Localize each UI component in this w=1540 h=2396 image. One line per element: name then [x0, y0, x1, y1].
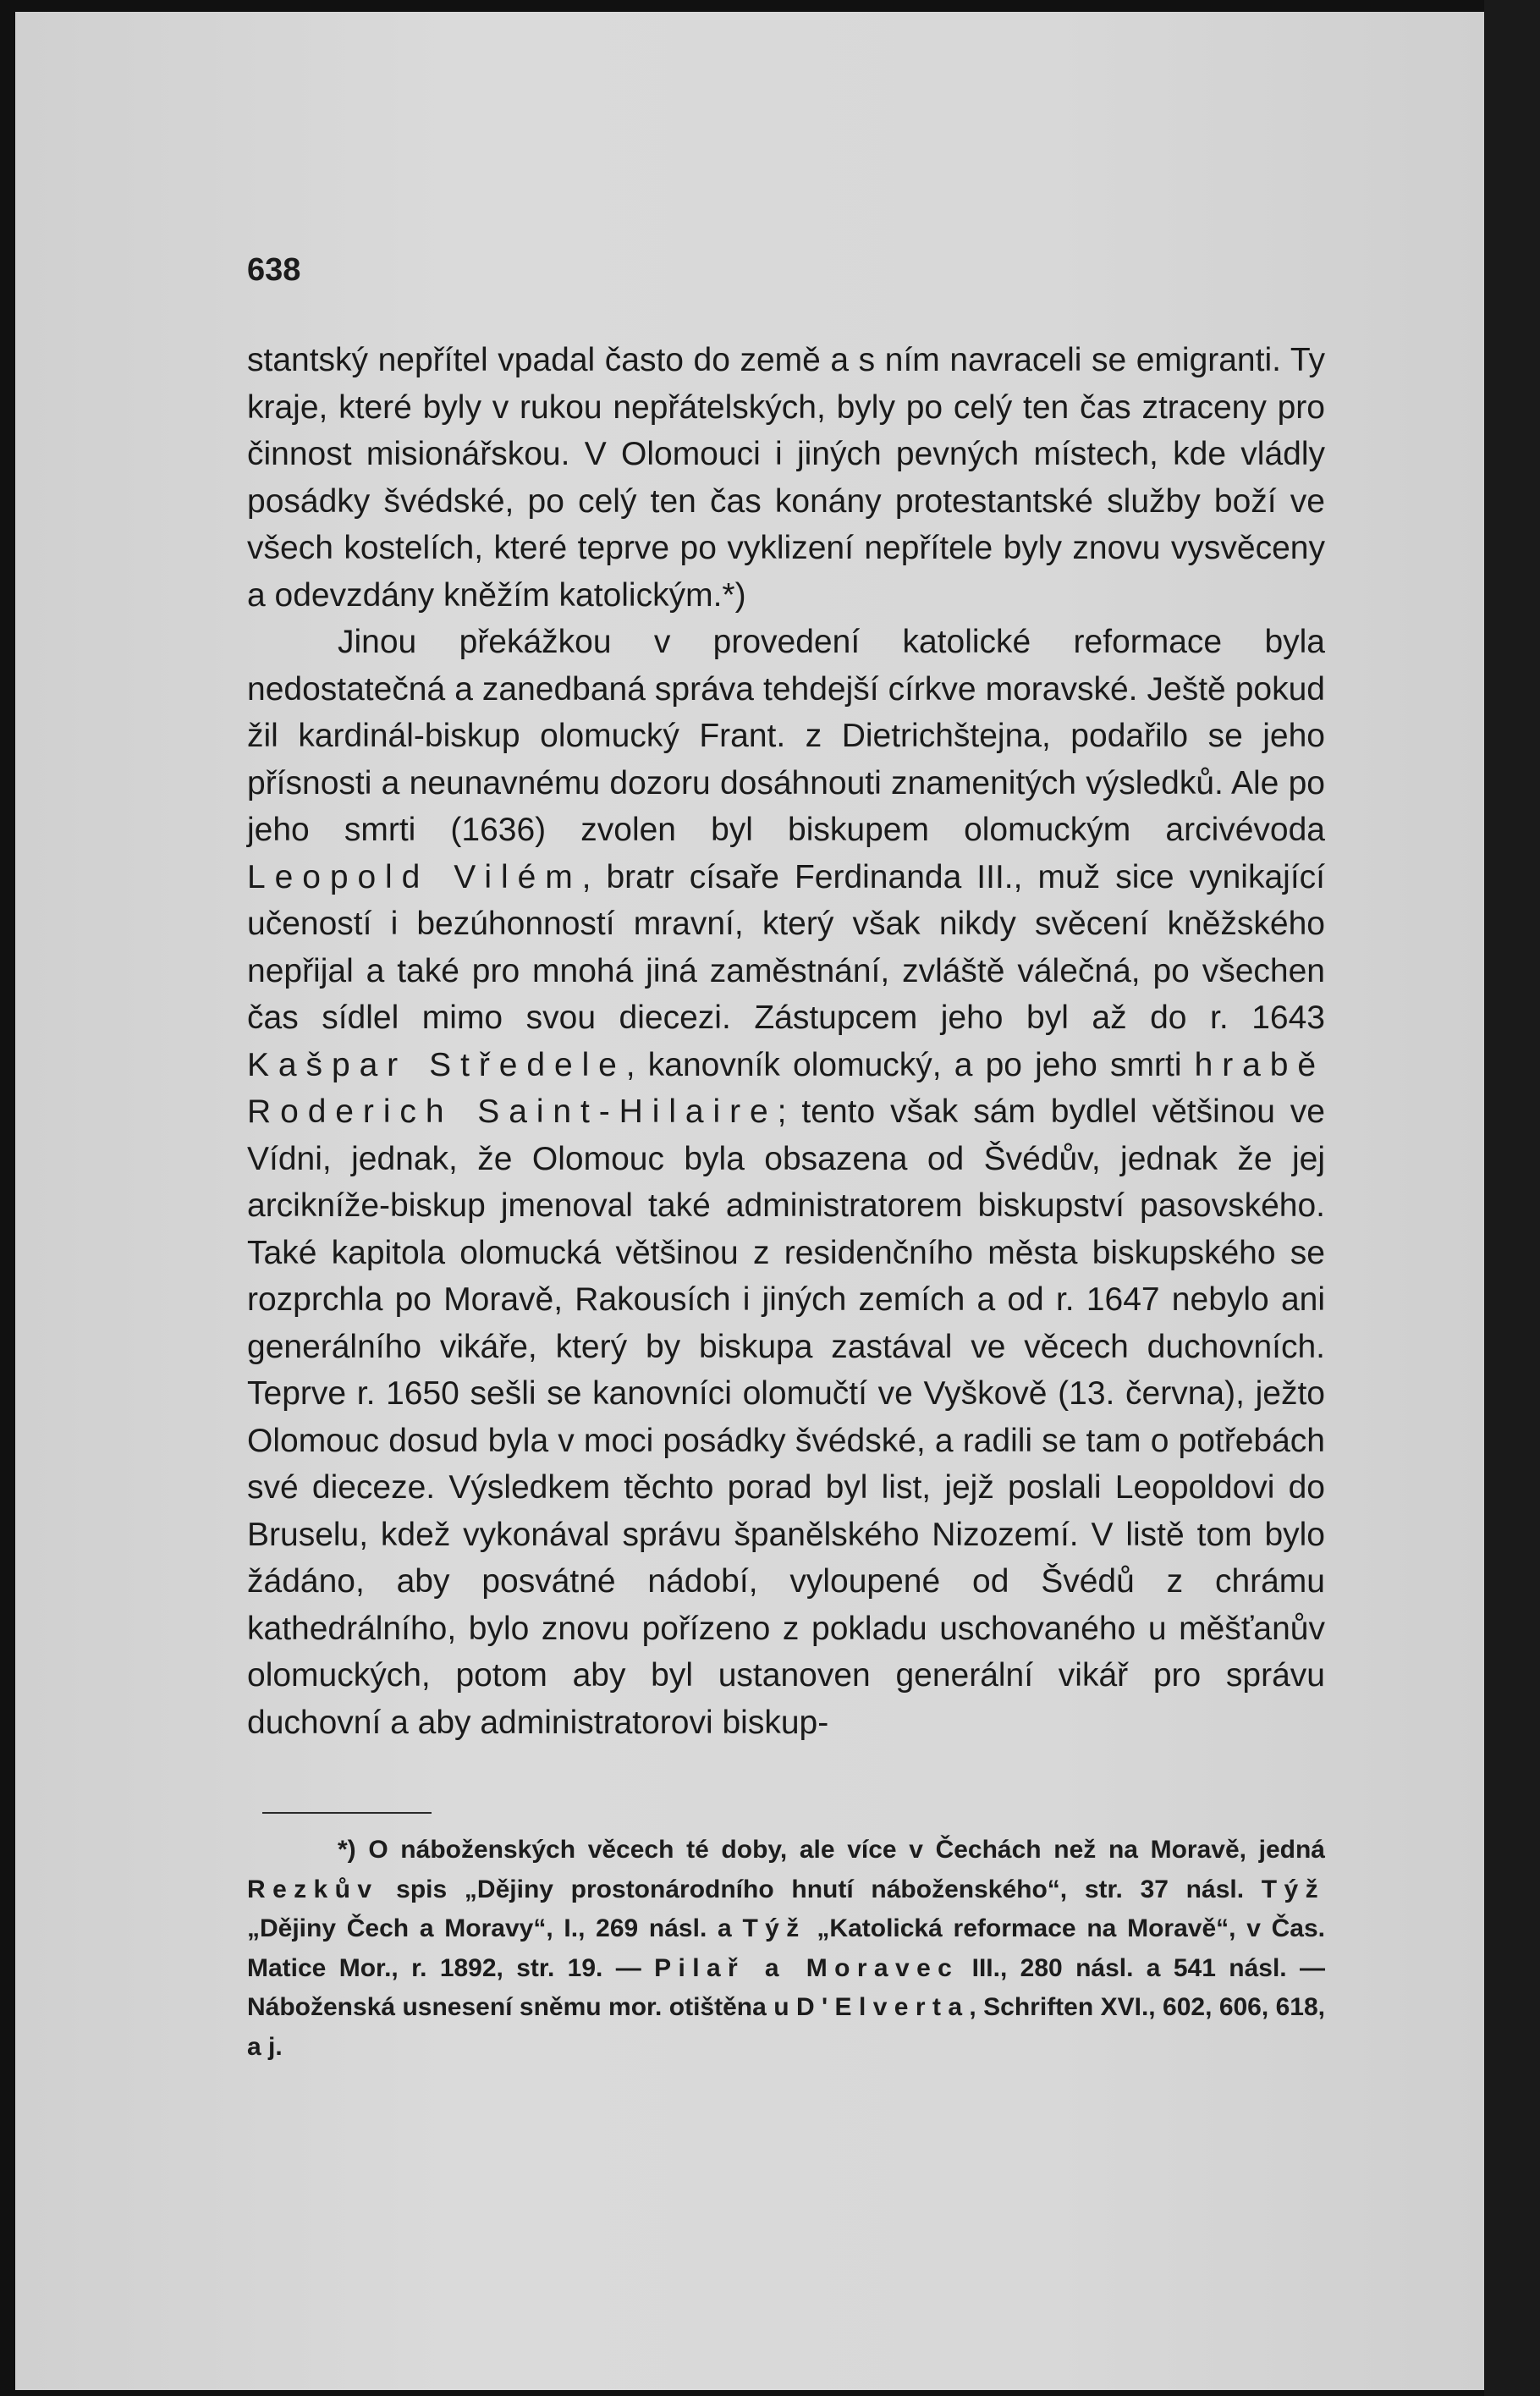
scan-border — [1484, 0, 1540, 2396]
spaced-name: hrabě Roderich Saint-Hilaire — [247, 1046, 1325, 1130]
text-segment: , kanovník olomucký, a po jeho smrti — [625, 1046, 1195, 1083]
footnote-1 — [247, 1831, 1325, 2067]
text-segment: ; tento však sám bydlel většinou ve Vídni, jednak, že Olomouc byla obsazena od Švédův, jednak že jej arcikníže-biskup jmenoval také administratorem biskupství pasovského. Také kapitola olomucká většinou z residenčního města biskupského se rozprchla po Moravě, Rakousích i jiných zemích a od r. 1647 nebylo ani generálního vikáře, který by biskupa zastával ve věcech duchovních. Teprve r. 1650 sešli se kanovníci olomučtí ve Vyškově (13. června), ježto Olomouc dosud byla v moci posádky švédské, a radili se tam o potřebách své dieceze. Výsledkem těchto porad byl list, jejž poslali Leopoldovi do Bruselu, kdež vykonával správu španělského Nizozemí. V listě tom bylo žádáno, aby posvátné nádobí, vyloupené od Švédů z chrámu kathedrálního, bylo znovu pořízeno z pokladu uschovaného u měšťanův olomuckých, potom aby byl ustanoven generální vikář pro správu duchovní a aby administratorovi biskup- — [247, 1093, 1325, 1741]
body-text — [247, 337, 1325, 1746]
footnote-segment: „Dějiny Čech a Moravy“, I., 269 násl. a — [247, 1914, 743, 1942]
spaced-name: Týž — [1261, 1875, 1325, 1903]
paragraph-p1 — [247, 337, 1325, 619]
footnote-divider — [262, 1812, 432, 1814]
footnote-segment: *) O náboženských věcech té doby, ale více v Čechách než na Moravě, jedná — [338, 1836, 1325, 1864]
text-segment: Jinou překážkou v provedení katolické reformace byla nedostatečná a zanedbaná správa tehdejší církve moravské. Ještě pokud žil kardinál-biskup olomucký Frant. z Dietrichštejna, podařilo se jeho přísnosti a neunavnému dozoru dosáhnouti znamenitých výsledků. Ale po jeho smrti (1636) zvolen byl biskupem olomuckým arcivévoda — [247, 624, 1325, 848]
paragraph-p2 — [247, 619, 1325, 1746]
spaced-name: D'Elverta — [795, 1993, 970, 2021]
footnote-segment: , Schriften XVI., 602, 606, 618, a j. — [247, 1993, 1325, 2061]
spaced-name: Kašpar Středele — [247, 1046, 626, 1083]
page-number: 638 — [247, 252, 301, 288]
footnotes — [247, 1831, 1325, 2067]
footnote-segment: spis „Dějiny prostonárodního hnutí náboženského“, str. 37 násl. — [378, 1875, 1262, 1903]
footnote-segment: „Katolická reformace na Moravě“, v Čas. Matice Mor., r. 1892, str. 19. — — [247, 1914, 1325, 1982]
spaced-name: Týž — [742, 1914, 806, 1942]
footnote-segment: III., 280 násl. a 541 násl. — Náboženská usnesení sněmu mor. otištěna u — [247, 1953, 1325, 2021]
spaced-name: Leopold Vilém — [247, 858, 582, 895]
text-segment: stantský nepřítel vpadal často do země a s ním navraceli se emigranti. Ty kraje, které byly v rukou nepřátelských, byly po celý ten čas ztraceny pro činnost misionářskou. V Olomouci i jiných pevných místech, kde vládly posádky švédské, po celý ten čas konány protestantské služby boží ve všech kostelích, které teprve po vyklizení nepřítele byly znovu vysvěceny a odevzdány kněžím katolickým.*) — [247, 342, 1325, 614]
spaced-name: Pilař a Moravec — [654, 1953, 960, 1982]
spaced-name: Rezkův — [247, 1875, 379, 1903]
text-segment: , bratr císaře Ferdinanda III., muž sice vynikající učeností i bezúhonností mravní, který však nikdy svěcení kněžského nepřijal a také pro mnohá jiná zaměstnání, zvláště válečná, po všechen čas sídlel mimo svou diecezi. Zástupcem jeho byl až do r. 1643 — [247, 858, 1325, 1036]
